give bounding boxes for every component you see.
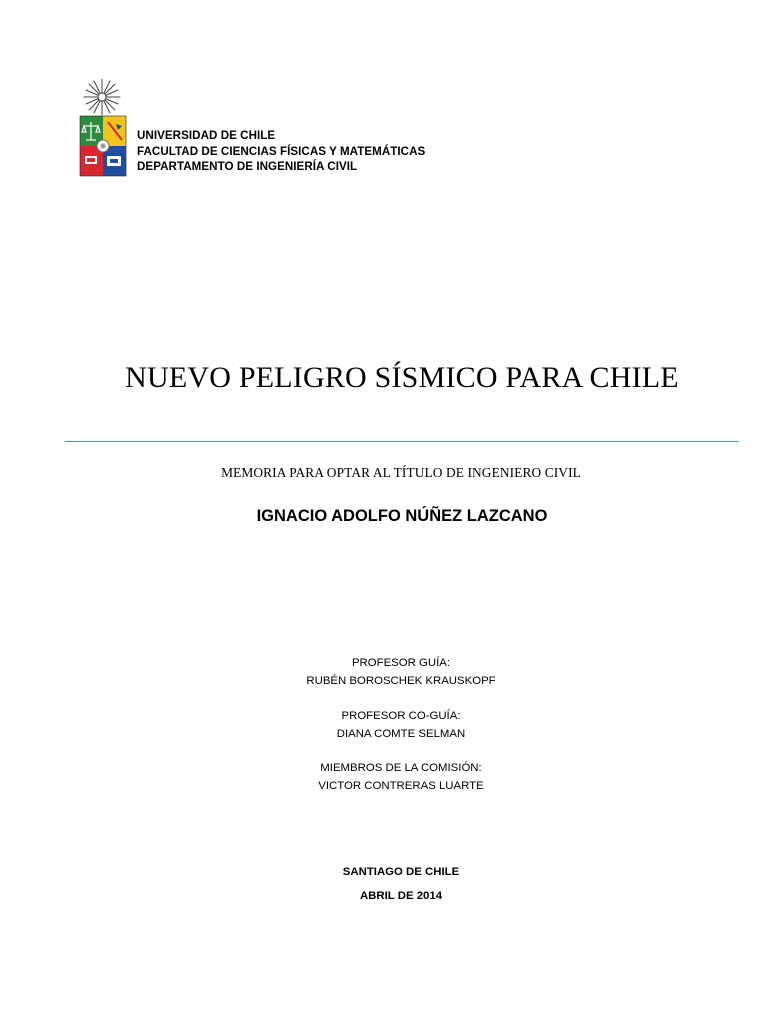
committee-label: MIEMBROS DE LA COMISIÓN: <box>320 762 482 774</box>
city-text: SANTIAGO DE CHILE <box>342 866 460 878</box>
author-name: IGNACIO ADOLFO NÚÑEZ LAZCANO <box>256 507 548 525</box>
faculty-name: FACULTAD DE CIENCIAS FÍSICAS Y MATEMÁTICAS <box>137 144 426 158</box>
university-name: UNIVERSIDAD DE CHILE <box>137 129 276 142</box>
department-name: DEPARTAMENTO DE INGENIERÍA CIVIL <box>137 160 358 173</box>
institution-header <box>137 128 425 175</box>
coguide-block <box>0 707 768 743</box>
university-crest-icon <box>78 76 128 180</box>
coguide-name: DIANA COMTE SELMAN <box>336 728 466 740</box>
thesis-title: NUEVO PELIGRO SÍSMICO PARA CHILE <box>125 361 679 394</box>
committee-member-name: VICTOR CONTRERAS LUARTE <box>318 780 484 792</box>
date-text: ABRIL DE 2014 <box>359 890 443 902</box>
committee-block <box>0 759 768 795</box>
guide-label: PROFESOR GUÍA: <box>351 657 451 669</box>
coguide-label: PROFESOR CO-GUÍA: <box>341 710 461 722</box>
guide-name: RUBÉN BOROSCHEK KRAUSKOPF <box>306 675 496 687</box>
thesis-subtitle: MEMORIA PARA OPTAR AL TÍTULO DE INGENIERO CIVIL <box>221 465 581 480</box>
title-divider <box>65 441 739 442</box>
guide-block <box>0 654 768 690</box>
